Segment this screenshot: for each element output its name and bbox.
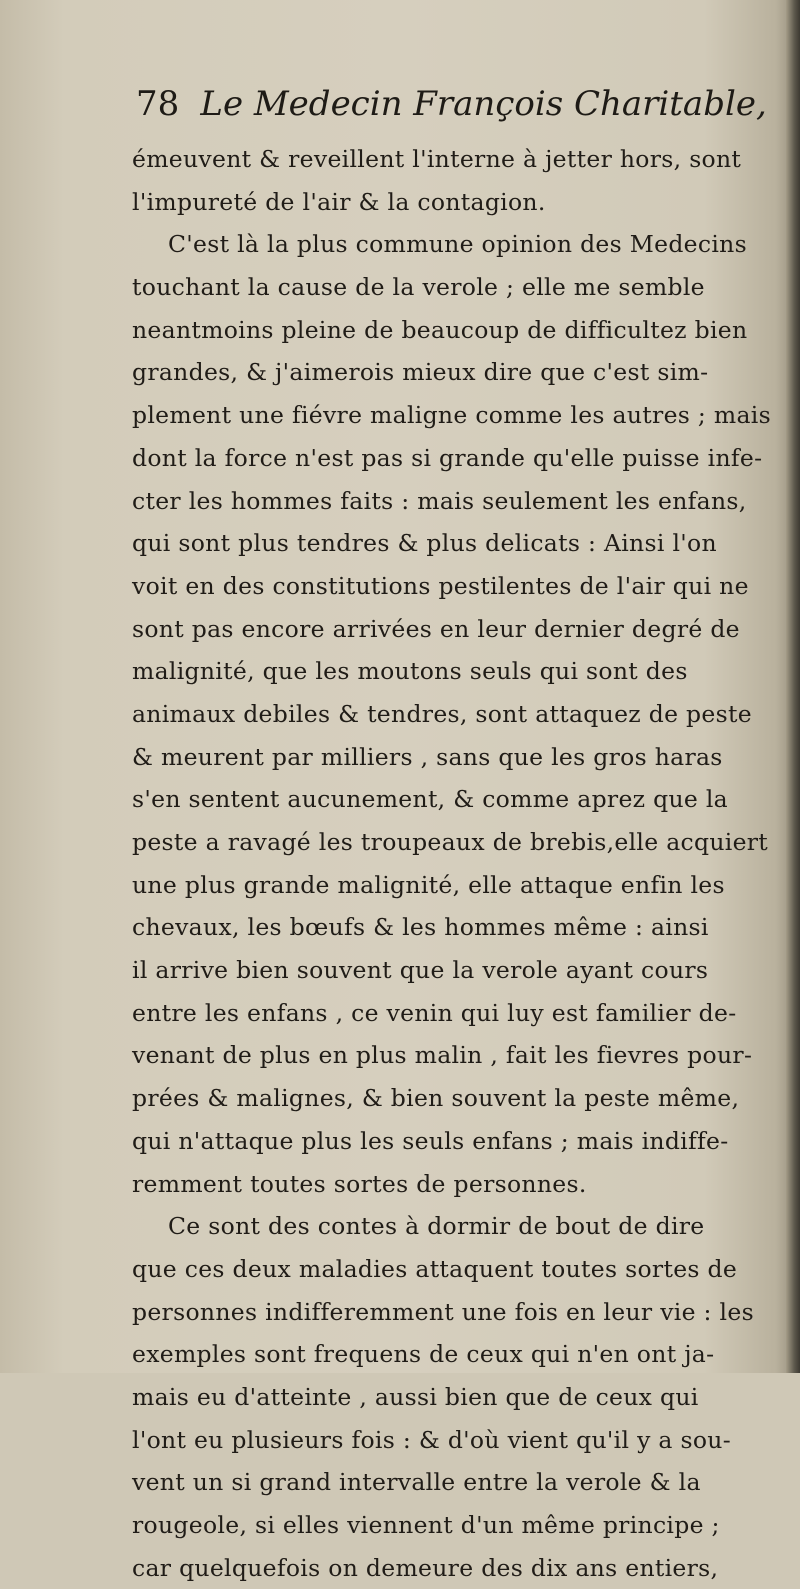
- text-line: plement une fiévre maligne comme les autres ; mais: [132, 401, 771, 430]
- text-line: sont pas encore arrivées en leur dernier degré de: [132, 614, 740, 643]
- text-line: entre les enfans , ce venin qui luy est familier de-: [132, 998, 737, 1027]
- text-line: peste a ravagé les troupeaux de brebis,elle acquiert: [132, 828, 769, 856]
- running-title: Le Medecin François Charitable,: [200, 84, 767, 124]
- page-header: [136, 84, 776, 130]
- text-line: exemples sont frequens de ceux qui n'en ont ja-: [132, 1340, 715, 1369]
- text-line: personnes indifferemment une fois en leur vie : les: [132, 1297, 754, 1326]
- text-line: une plus grande malignité, elle attaque enfin les: [132, 870, 725, 899]
- text-line: il arrive bien souvent que la verole ayant cours: [132, 956, 709, 985]
- text-line: qui n'attaque plus les seuls enfans ; mais indiffe-: [132, 1126, 729, 1155]
- text-line: qui sont plus tendres & plus delicats : Ainsi l'on: [132, 529, 717, 558]
- text-line: l'ont eu plusieurs fois : & d'où vient qu'il y a sou-: [132, 1425, 731, 1454]
- text-line: mais eu d'atteinte , aussi bien que de ceux qui: [132, 1382, 699, 1411]
- text-line: vent un si grand intervalle entre la verole & la: [132, 1468, 701, 1497]
- page-binding-edge: [786, 0, 800, 1373]
- text-line: l'impureté de l'air & la contagion.: [132, 187, 546, 216]
- text-line: chevaux, les bœufs & les hommes même : ainsi: [132, 913, 709, 942]
- text-line: grandes, & j'aimerois mieux dire que c'est sim-: [132, 358, 709, 387]
- text-line: touchant la cause de la verole ; elle me semble: [132, 273, 705, 302]
- text-line: & meurent par milliers , sans que les gros haras: [132, 742, 723, 771]
- text-line: émeuvent & reveillent l'interne à jetter hors, sont: [132, 145, 742, 173]
- text-line: dont la force n'est pas si grande qu'elle puisse infe-: [132, 443, 763, 472]
- text-line: C'est là la plus commune opinion des Medecins: [168, 230, 747, 259]
- text-line: car quelquefois on demeure des dix ans entiers,: [132, 1553, 719, 1582]
- text-line: malignité, que les moutons seuls qui sont des: [132, 657, 688, 686]
- page-number: 78: [136, 84, 180, 124]
- text-line: Ce sont des contes à dormir de bout de dire: [168, 1212, 705, 1241]
- text-line: prées & malignes, & bien souvent la peste même,: [132, 1084, 740, 1113]
- text-line: cter les hommes faits : mais seulement les enfans,: [132, 486, 747, 515]
- text-line: s'en sentent aucunement, & comme aprez que la: [132, 785, 728, 814]
- text-line: neantmoins pleine de beaucoup de difficultez bien: [132, 315, 748, 344]
- body-text: [132, 138, 792, 1589]
- text-line: que ces deux maladies attaquent toutes sortes de: [132, 1254, 738, 1283]
- text-line: rougeole, si elles viennent d'un même principe ;: [132, 1511, 720, 1539]
- text-line: animaux debiles & tendres, sont attaquez de peste: [132, 699, 752, 728]
- text-line: venant de plus en plus malin , fait les fievres pour-: [132, 1041, 753, 1070]
- text-line: remment toutes sortes de personnes.: [132, 1169, 587, 1198]
- text-line: voit en des constitutions pestilentes de l'air qui ne: [132, 571, 749, 600]
